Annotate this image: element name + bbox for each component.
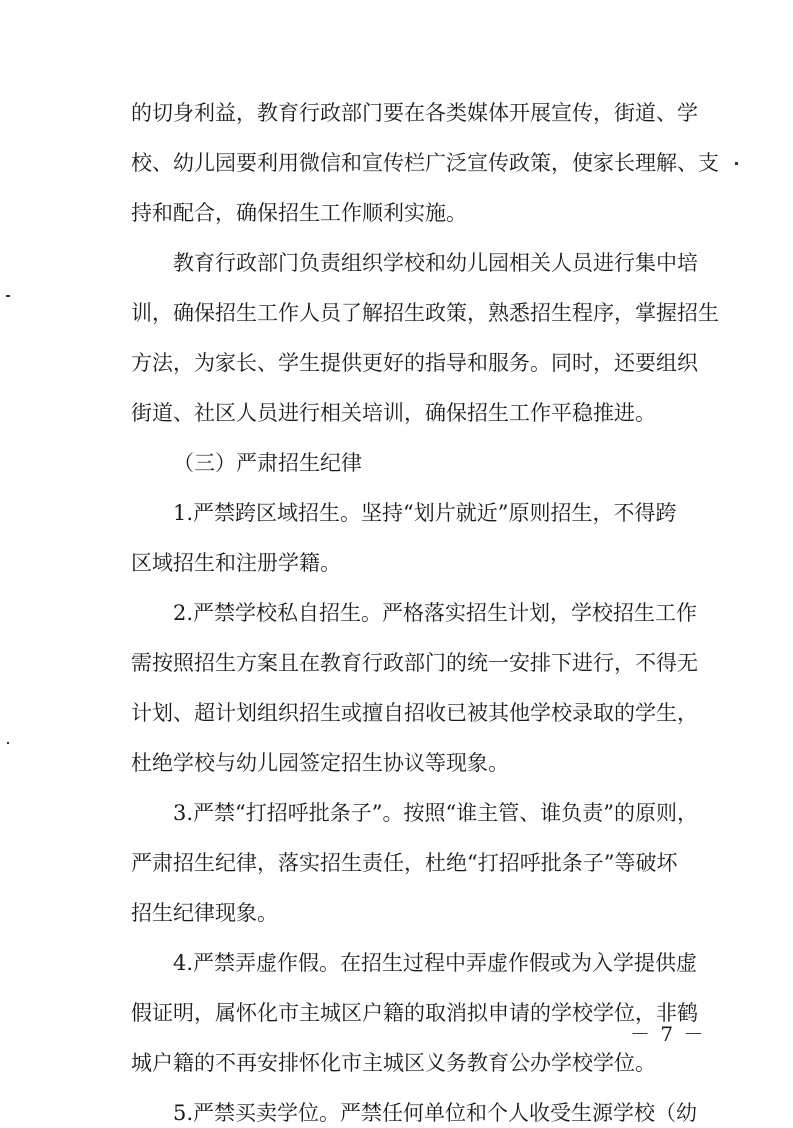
text-line: 的切身利益，教育行政部门要在各类媒体开展宣传，街道、学 <box>131 101 698 125</box>
text-line: 严肃招生纪律，落实招生责任，杜绝“打招呼批条子”等破坏 <box>131 851 678 875</box>
text-line: 3.严禁“打招呼批条子”。按照“谁主管、谁负责”的原则， <box>173 801 698 825</box>
text-line: 2.严禁学校私自招生。严格落实招生计划，学校招生工作 <box>173 601 698 625</box>
scan-speck <box>7 742 9 744</box>
text-line: 城户籍的不再安排怀化市主城区义务教育公办学校学位。 <box>131 1051 656 1075</box>
text-line: 杜绝学校与幼儿园签定招生协议等现象。 <box>131 751 509 775</box>
text-line: 校、幼儿园要利用微信和宣传栏广泛宣传政策，使家长理解、支 <box>131 151 719 175</box>
text-line: 1.严禁跨区域招生。坚持“划片就近”原则招生，不得跨 <box>173 501 677 525</box>
text-line: 计划、超计划组织招生或擅自招收已被其他学校录取的学生， <box>131 701 698 725</box>
text-line: 4.严禁弄虚作假。在招生过程中弄虚作假或为入学提供虚 <box>173 951 698 975</box>
text-line: 5.严禁买卖学位。严禁任何单位和个人收受生源学校（幼 <box>173 1101 698 1125</box>
text-line: 持和配合，确保招生工作顺利实施。 <box>131 201 467 225</box>
text-line: 假证明，属怀化市主城区户籍的取消拟申请的学校学位，非鹤 <box>131 1001 698 1025</box>
text-line: 需按照招生方案且在教育行政部门的统一安排下进行，不得无 <box>131 651 698 675</box>
text-line: 街道、社区人员进行相关培训，确保招生工作平稳推进。 <box>131 401 656 425</box>
section-heading: （三）严肃招生纪律 <box>173 451 362 475</box>
text-line: 训，确保招生工作人员了解招生政策，熟悉招生程序，掌握招生 <box>131 301 719 325</box>
text-line: 招生纪律现象。 <box>131 901 278 925</box>
text-line: 区域招生和注册学籍。 <box>131 551 341 575</box>
scan-speck <box>6 295 10 297</box>
text-line: 方法，为家长、学生提供更好的指导和服务。同时，还要组织 <box>131 351 698 375</box>
text-line: 教育行政部门负责组织学校和幼儿园相关人员进行集中培 <box>173 251 698 275</box>
page-number: － 7 － <box>630 1022 706 1046</box>
scan-speck <box>735 162 738 165</box>
